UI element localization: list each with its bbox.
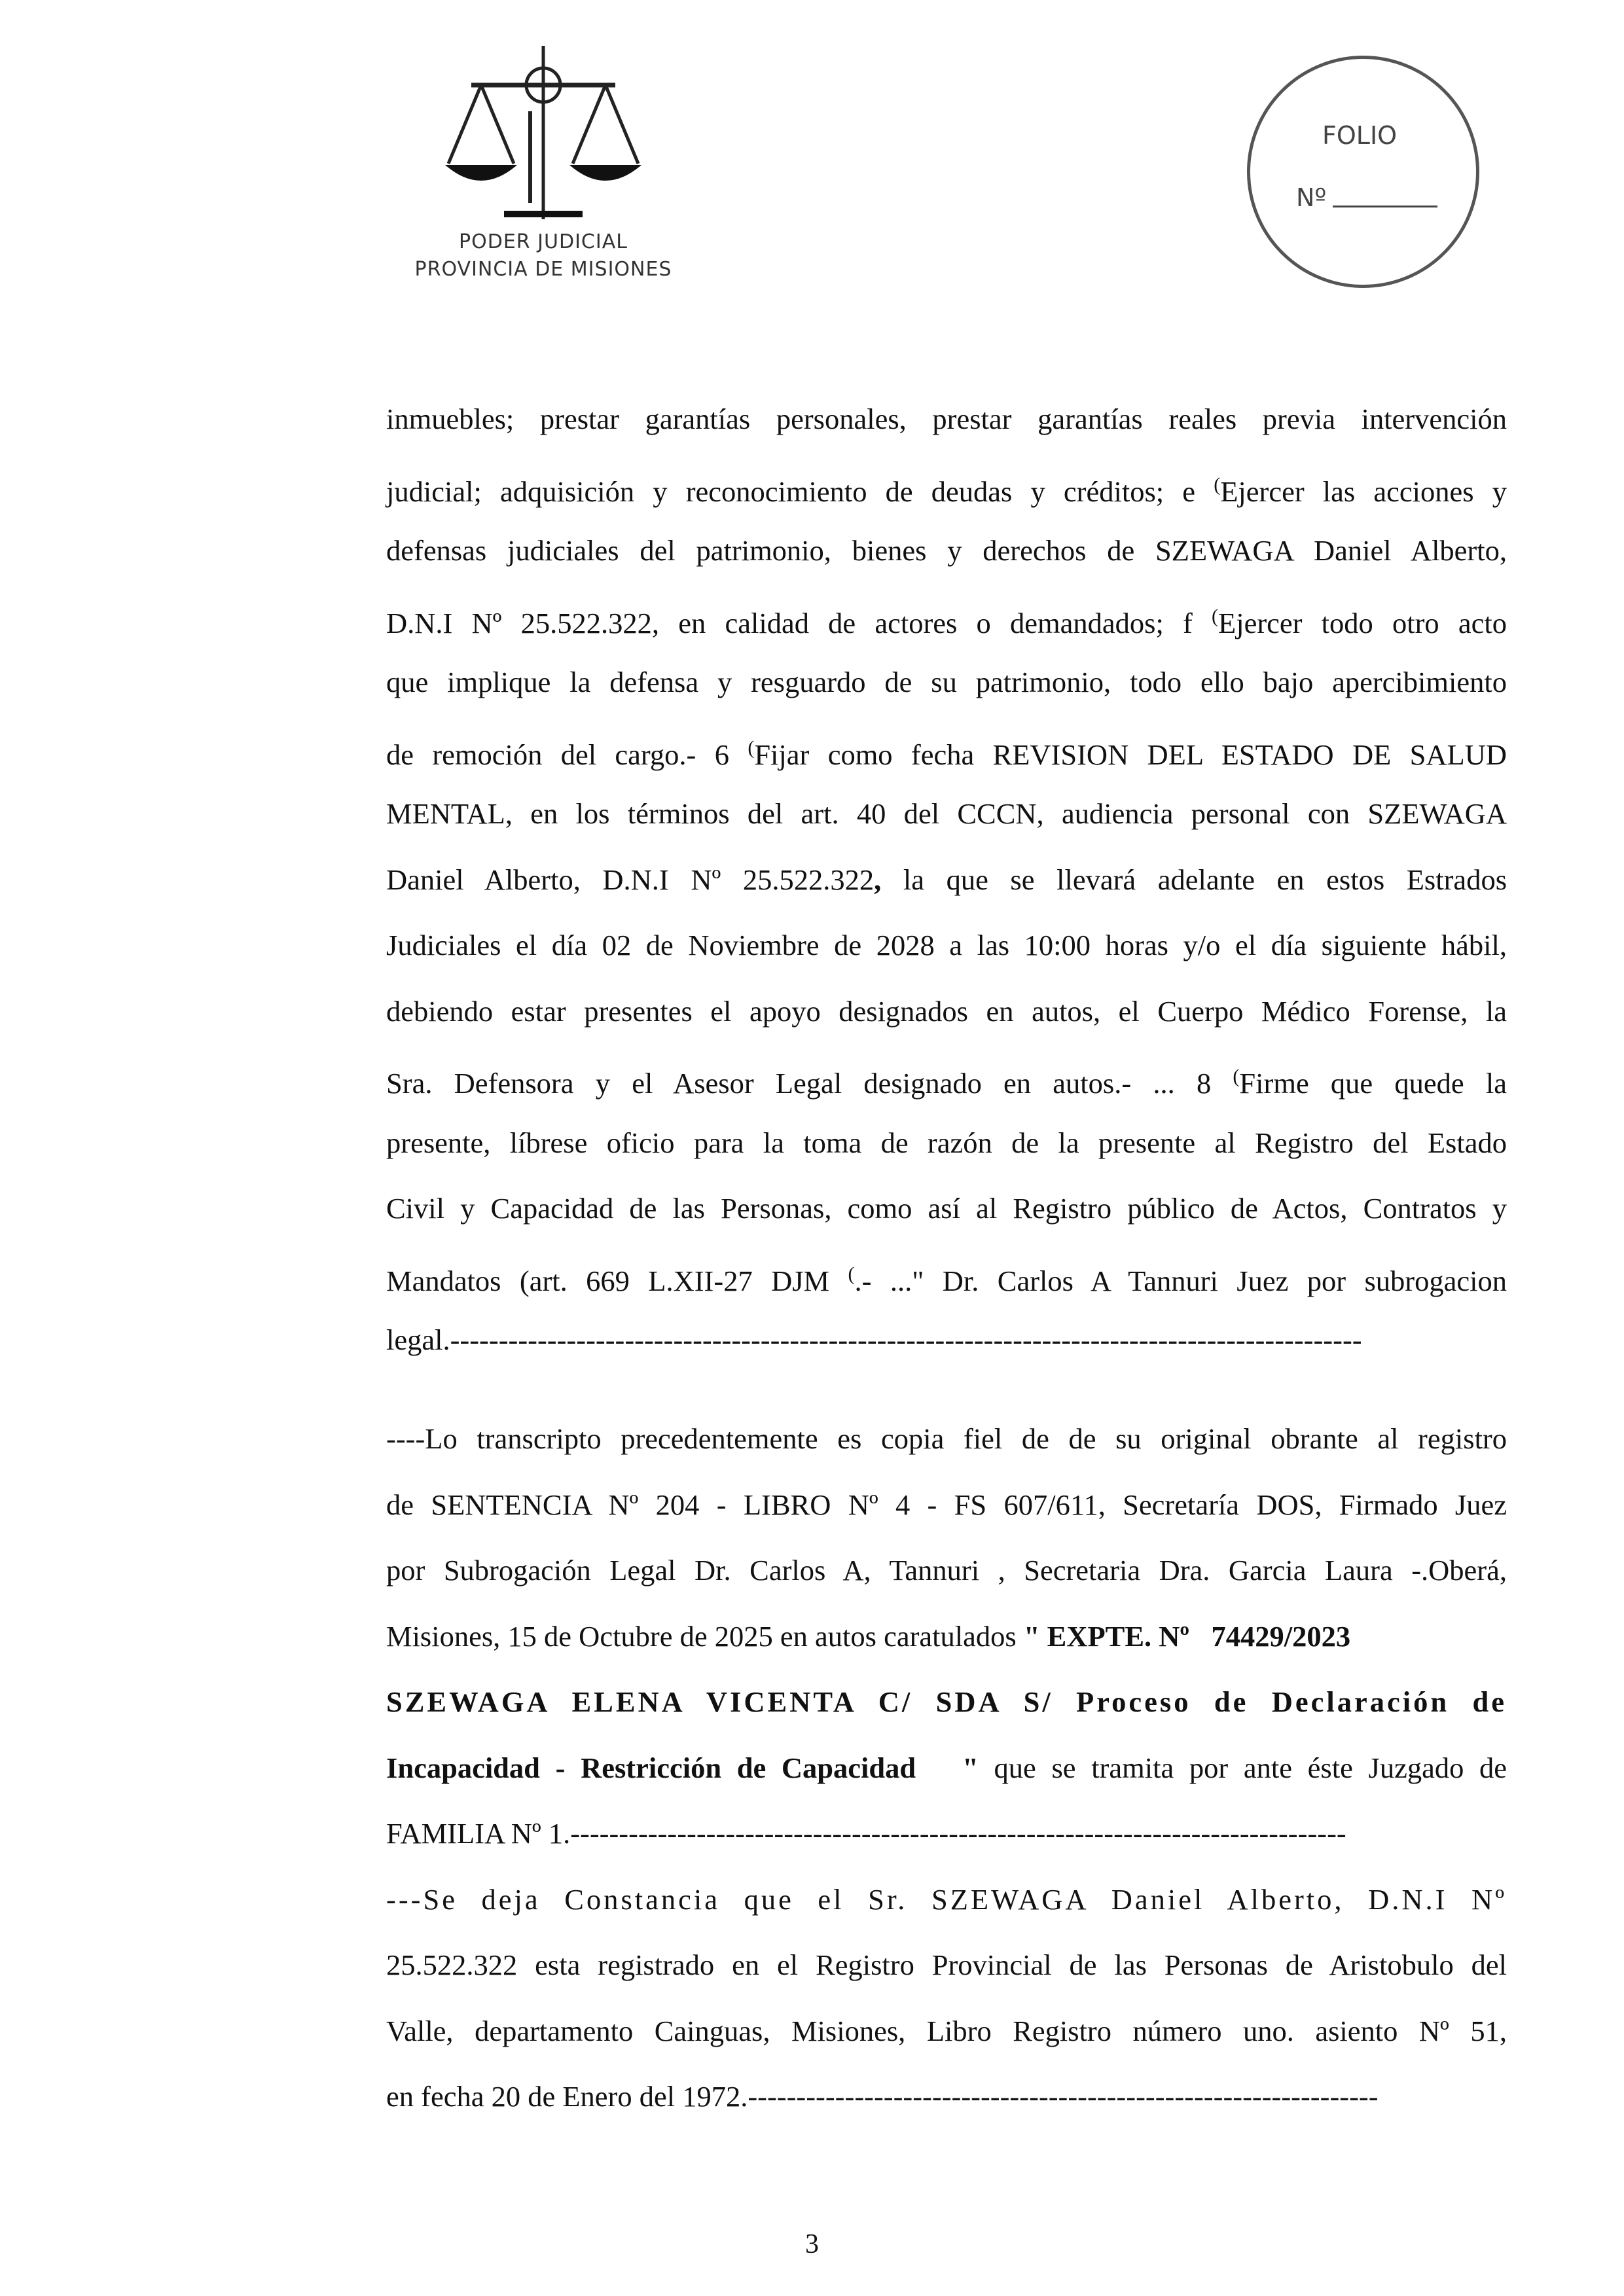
text-line: D.N.I Nº 25.522.322, en calidad de actores o demandados; f (Ejercer todo otro acto xyxy=(386,605,1507,639)
folio-number-field xyxy=(1296,183,1437,212)
text-line: ----Lo transcripto precedentemente es copia fiel de de su original obrante al registro xyxy=(386,1422,1507,1455)
text-line: de SENTENCIA Nº 204 - LIBRO Nº 4 - FS 607/611, Secretaría DOS, Firmado Juez xyxy=(386,1488,1507,1521)
page-number: 3 xyxy=(805,2229,819,2259)
text-line: inmuebles; prestar garantías personales, prestar garantías reales previa intervención xyxy=(386,403,1507,435)
text-line: MENTAL, en los términos del art. 40 del CCCN, audiencia personal con SZEWAGA xyxy=(386,797,1507,830)
text-line: que implique la defensa y resguardo de su patrimonio, todo ello bajo apercibimiento xyxy=(386,666,1507,698)
text-line: Mandatos (art. 669 L.XII-27 DJM (.- ..." Dr. Carlos A Tannuri Juez por subrogacion xyxy=(386,1263,1507,1297)
text-line: debiendo estar presentes el apoyo designados en autos, el Cuerpo Médico Forense, la xyxy=(386,994,1507,1028)
text-line: judicial; adquisición y reconocimiento de deudas y créditos; e (Ejercer las acciones y xyxy=(386,473,1507,508)
text-line: Misiones, 15 de Octubre de 2025 en autos caratulados " EXPTE. Nº 74429/2023 xyxy=(386,1619,1351,1653)
text-line: SZEWAGA ELENA VICENTA C/ SDA S/ Proceso de Declaración de xyxy=(386,1685,1507,1718)
text-line: en fecha 20 de Enero del 1972.----------------------------------------------------------------- xyxy=(386,2080,1379,2113)
logo-text-line1: PODER JUDICIAL xyxy=(459,230,628,253)
text-line: presente, líbrese oficio para la toma de razón de la presente al Registro del Estado xyxy=(386,1126,1507,1159)
text-line: Daniel Alberto, D.N.I Nº 25.522.322, la que se llevará adelante en estos Estrados xyxy=(386,863,1507,896)
text-line: defensas judiciales del patrimonio, bienes y derechos de SZEWAGA Daniel Alberto, xyxy=(386,534,1507,567)
text-line: ---Se deja Constancia que el Sr. SZEWAGA Daniel Alberto, D.N.I Nº xyxy=(386,1882,1507,1916)
folio-label: FOLIO xyxy=(1322,121,1398,150)
text-line: 25.522.322 esta registrado en el Registro Provincial de las Personas de Aristobulo del xyxy=(386,1948,1507,1981)
logo-text-line2: PROVINCIA DE MISIONES xyxy=(414,258,672,281)
body-paragraph-1 xyxy=(386,386,1507,1373)
text-line: Civil y Capacidad de las Personas, como así al Registro público de Actos, Contratos y xyxy=(386,1192,1507,1225)
text-line: Valle, departamento Cainguas, Misiones, Libro Registro número uno. asiento Nº 51, xyxy=(386,2014,1507,2047)
body-paragraph-2 xyxy=(386,1406,1507,2130)
text-line: FAMILIA Nº 1.-------------------------------------------------------------------------------- xyxy=(386,1817,1346,1850)
text-line: Incapacidad - Restricción de Capacidad " que se tramita por ante éste Juzgado de xyxy=(386,1751,1507,1784)
text-line: de remoción del cargo.- 6 (Fijar como fecha REVISION DEL ESTADO DE SALUD xyxy=(386,736,1507,771)
folio-number-blank xyxy=(1333,206,1437,207)
folio-number-label: Nº xyxy=(1296,183,1327,212)
text-line: por Subrogación Legal Dr. Carlos A, Tannuri , Secretaria Dra. Garcia Laura -.Oberá, xyxy=(386,1554,1507,1587)
text-line: Judiciales el día 02 de Noviembre de 2028 a las 10:00 horas y/o el día siguiente hábil, xyxy=(386,929,1507,961)
judicial-logo xyxy=(406,39,681,301)
folio-stamp xyxy=(1247,56,1479,288)
scales-of-justice-icon xyxy=(432,39,655,223)
text-line: legal.---------------------------------------------------------------------------------------------- xyxy=(386,1323,1362,1356)
text-line: Sra. Defensora y el Asesor Legal designado en autos.- ... 8 (Firme que quede la xyxy=(386,1066,1507,1100)
